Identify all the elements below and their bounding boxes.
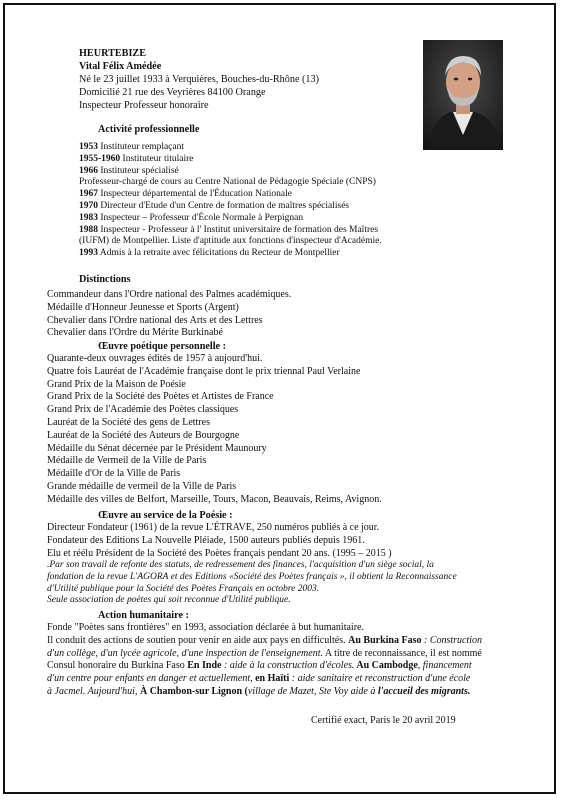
poetic-work-heading: Œuvre poétique personnelle : — [98, 341, 227, 352]
list-item: Chevalier dans l'Ordre national des Arts et des Lettres — [47, 314, 263, 326]
italic-line: Seule association de poètes qui soit reconnue d'Utilité publique. — [47, 595, 291, 606]
distinctions-heading: Distinctions — [79, 274, 131, 285]
humanitarian-heading: Action humanitaire : — [98, 610, 189, 621]
humanitarian-line: Fonde "Poètes sans frontières" en 1993, association déclarée à but humanitaire. — [47, 622, 364, 633]
activity-item: 1970 Directeur d'Etude d'un Centre de formation de maîtres spécialisés — [79, 200, 350, 211]
poetry-service-heading: Œuvre au service de la Poésie : — [98, 510, 233, 521]
list-item: Médaille d'Or de la Ville de Paris — [47, 468, 181, 480]
italic-line: d'Utilité publique pour la Société des Poètes Français en octobre 2003. — [47, 583, 320, 594]
list-item: Médaille de Vermeil de la Ville de Paris — [47, 455, 207, 467]
title-line: Inspecteur Professeur honoraire — [79, 100, 209, 111]
surname: HEURTEBIZE — [79, 48, 147, 59]
activity-item: 1955-1960 Instituteur titulaire — [79, 153, 194, 164]
activity-item: 1983 Inspecteur – Professeur d'École Normale à Perpignan — [79, 212, 304, 223]
list-item: Médaille du Sénat décernée par le Président Maunoury — [47, 442, 267, 454]
italic-line: .Par son travail de refonte des statuts, de redressement des finances, l'acquisition d'un siège social, la — [47, 560, 434, 570]
poetic-work-list — [47, 353, 382, 507]
humanitarian-line: Consul honoraire du Burkina Faso En Inde : aide à la construction d'écoles. Au Cambodge, financement — [47, 660, 472, 672]
activity-item: (IUFM) de Montpellier. Liste d'aptitude aux fonctions d'inspecteur d'Académie. — [79, 236, 382, 247]
activity-item: 1988 Inspecteur - Professeur à l' Institut universitaire de formation des Maîtres — [79, 224, 379, 235]
humanitarian-line: à Jacmel. Aujourd'hui, À Chambon-sur Lignon (village de Mazet, Ste Voy aide à l'accueil des migrants. — [47, 685, 471, 697]
poetry-service-list — [47, 522, 392, 560]
list-item: Grande médaille de vermeil de la Ville de Paris — [47, 480, 237, 492]
activity-item: 1953 Instituteur remplaçant — [79, 142, 184, 152]
poetry-service-italic — [47, 560, 457, 607]
list-item: Médaille des villes de Belfort, Marseille, Tours, Macon, Beauvais, Reims, Avignon. — [47, 493, 382, 505]
list-item: Fondateur des Editions La Nouvelle Pléiade, 1500 auteurs publiés depuis 1961. — [47, 534, 365, 546]
activity-list — [79, 142, 382, 260]
list-item: Chevalier dans l'Ordre du Mérite Burkinabé — [47, 327, 223, 339]
activity-item: 1966 Instituteur spécialisé — [79, 165, 179, 176]
italic-line: fondation de la revue L'AGORA et des Editions «Société des Poètes français », il obtient la Reconnaissance — [47, 571, 457, 582]
list-item: Commandeur dans l'Ordre national des Palmes académiques. — [47, 289, 292, 300]
list-item: Grand Prix de la Société des Poètes et Artistes de France — [47, 391, 274, 403]
humanitarian-line: Il conduit des actions de soutien pour venir en aide aux pays en difficultés. Au Burkina Faso : Construction — [47, 634, 483, 646]
list-item: Médaille d'Honneur Jeunesse et Sports (Argent) — [47, 301, 239, 313]
humanitarian-text — [47, 622, 482, 699]
address-line: Domicilié 21 rue des Veyrières 84100 Orange — [79, 87, 266, 98]
given-names: Vital Félix Amédée — [79, 61, 162, 72]
portrait-photo — [423, 40, 503, 150]
list-item: Lauréat de la Société des gens de Lettres — [47, 416, 210, 428]
humanitarian-line: d'un centre pour enfants en danger et actuellement, en Haïti : aide sanitaire et reconstruction d'une école — [47, 673, 471, 685]
list-item: Quatre fois Lauréat de l'Académie française dont le prix triennal Paul Verlaine — [47, 365, 361, 377]
list-item: Lauréat de la Société des Auteurs de Bourgogne — [47, 429, 240, 441]
list-item: Grand Prix de l'Académie des Poètes classiques — [47, 404, 239, 416]
activity-heading: Activité professionnelle — [98, 124, 200, 135]
distinctions-list — [47, 289, 291, 340]
identity-block — [79, 47, 319, 112]
certification-line: Certifié exact, Paris le 20 avril 2019 — [311, 715, 456, 726]
list-item: Grand Prix de la Maison de Poésie — [47, 378, 186, 390]
activity-item: 1993 Admis à la retraite avec félicitations du Recteur de Montpellier — [79, 248, 340, 259]
list-item: Elu et réélu Président de la Société des Poètes français pendant 20 ans. (1995 – 2015 ) — [47, 547, 392, 559]
list-item: Quarante-deux ouvrages édités de 1957 à aujourd'hui. — [47, 353, 263, 364]
activity-item: 1967 Inspecteur départemental de l'Éducation Nationale — [79, 189, 293, 200]
list-item: Directeur Fondateur (1961) de la revue L'ÉTRAVE, 250 numéros publiés à ce jour. — [47, 522, 380, 533]
humanitarian-line: d'un collège, d'un lycée agricole, d'une inspection de l'enseignement. A titre de reconnaissance, il est nommé — [47, 647, 482, 659]
birth-line: Né le 23 juillet 1933 à Verquières, Bouches-du-Rhône (13) — [79, 74, 320, 85]
activity-item: Professeur-chargé de cours au Centre National de Pédagogie Spéciale (CNPS) — [79, 177, 376, 188]
